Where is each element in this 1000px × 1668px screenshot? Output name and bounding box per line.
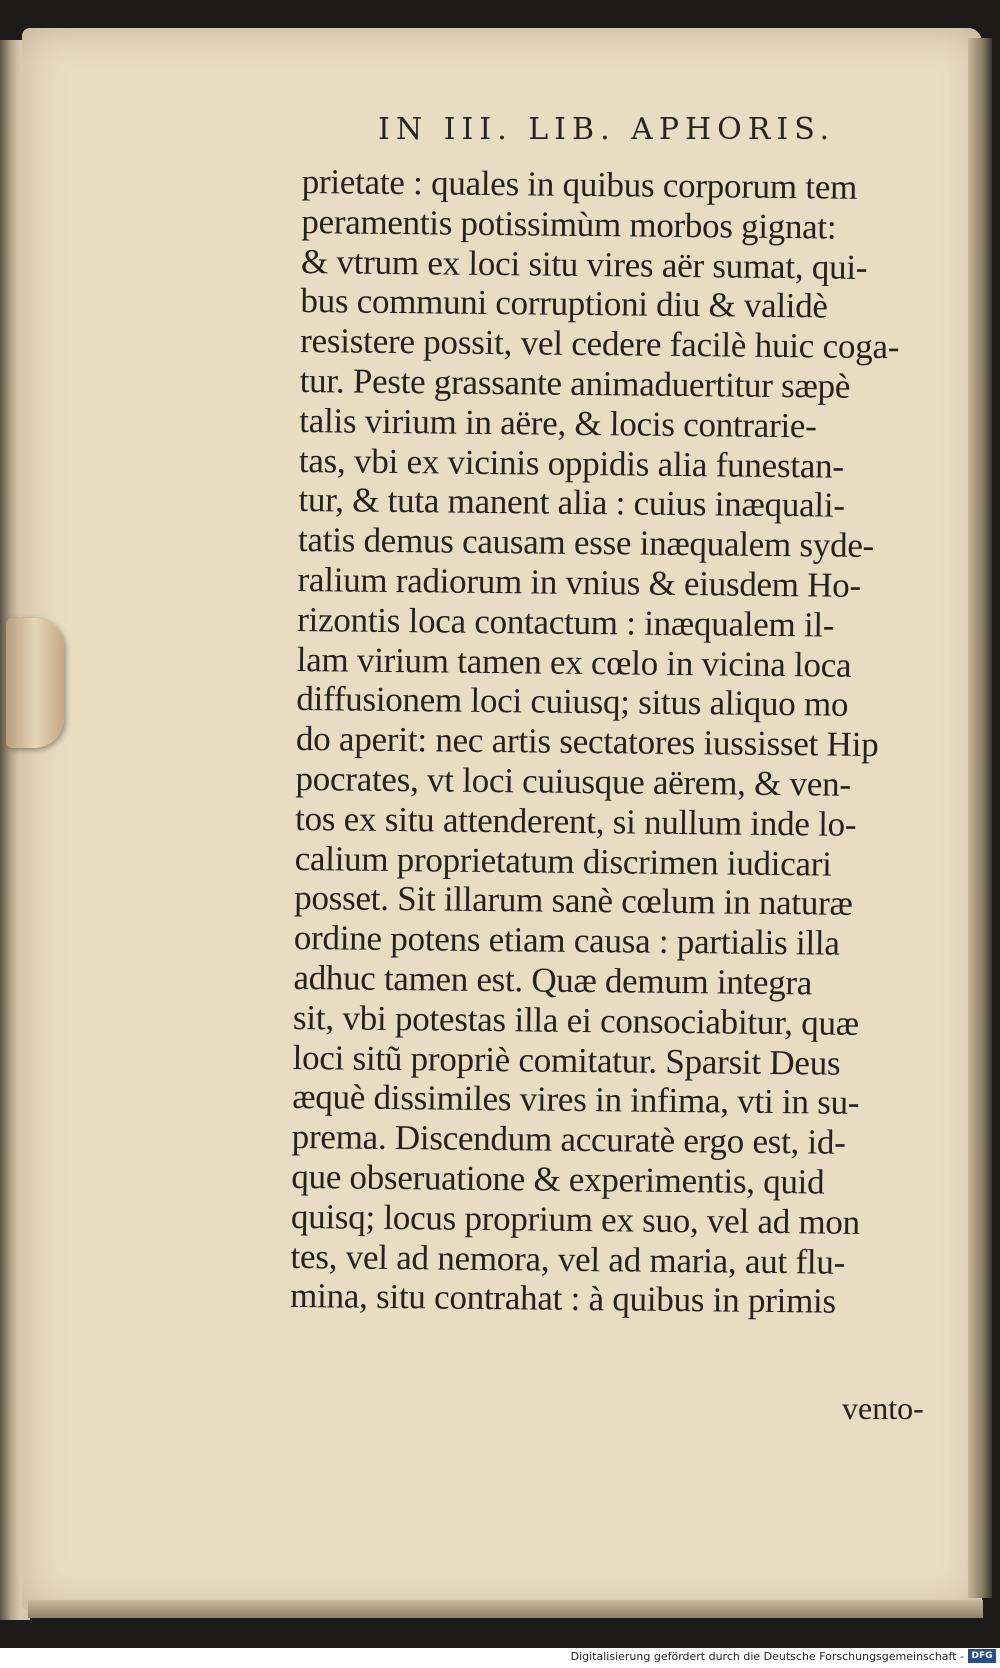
text-line: que obseruatione & experimentis, quid — [291, 1156, 825, 1202]
text-line: mina, situ contrahat : à quibus in primis — [289, 1276, 837, 1321]
text-line: tatis demus causam esse inæqualem syde- — [297, 520, 875, 566]
text-line: posset. Sit illarum sanè cœlum in naturæ — [294, 878, 853, 924]
text-line: do aperit: nec artis sectatores iussisset Hip — [295, 719, 879, 765]
text-line: prietate : quales in quibus corporum tem — [301, 162, 858, 207]
text-line: tos ex situ attenderent, si nullum inde lo- — [294, 798, 857, 844]
text-line: tas, vbi ex vicinis oppidis alia funestan- — [298, 440, 845, 486]
text-line: tes, vel ad nemora, vel ad maria, aut flu- — [290, 1236, 846, 1282]
text-line: ordine potens etiam causa : partialis illa — [293, 918, 840, 963]
page-edge-bottom — [28, 1600, 983, 1618]
text-line: ralium radiorum in vnius & eiusdem Ho- — [297, 559, 862, 605]
text-line: sit, vbi potestas illa ei consociabitur, quæ — [292, 997, 860, 1043]
footer-credit: Digitalisierung gefördert durch die Deutsche Forschungsgemeinschaft - — [570, 1650, 964, 1663]
text-line: pocrates, vt loci cuiusque aërem, & ven- — [295, 758, 851, 804]
text-line: rizontis loca contactum : inæqualem il- — [297, 599, 835, 645]
text-line: æquè dissimiles vires in infima, vti in su- — [292, 1077, 860, 1123]
text-line: prema. Discendum accuratè ergo est, id- — [291, 1117, 846, 1162]
text-line: calium proprietatum discrimen iudicari — [294, 838, 832, 884]
text-line: tur. Peste grassante animaduertitur sæpè — [299, 360, 851, 406]
dfg-logo: DFG — [968, 1649, 996, 1663]
text-line: resistere possit, vel cedere facilè huic coga- — [299, 321, 900, 367]
page-clip — [6, 618, 64, 748]
text-line: talis virium in aëre, & locis contrarie- — [299, 400, 817, 446]
page-edge-right — [968, 38, 992, 1598]
text-line: peramentis potissimùm morbos gignat: — [301, 201, 837, 247]
text-line: adhuc tamen est. Quæ demum integra — [293, 957, 813, 1003]
body-text — [290, 162, 952, 1323]
text-line: tur, & tuta manent alia : cuius inæquali- — [298, 480, 845, 526]
running-head: IN III. LIB. APHORIS. — [378, 112, 836, 147]
text-line: diffusionem loci cuiusq; situs aliquo mo — [296, 679, 849, 725]
text-line: lam virium tamen ex cœlo in vicina loca — [296, 639, 852, 685]
text-line: & vtrum ex loci situ vires aër sumat, qui- — [300, 241, 868, 287]
text-line: loci sitũ propriè comitatur. Sparsit Deus — [292, 1037, 841, 1083]
catchword: vento- — [842, 1390, 924, 1426]
text-line: bus communi corruptioni diu & validè — [300, 281, 828, 326]
text-line: quisq; locus proprium ex suo, vel ad mon — [290, 1196, 861, 1242]
